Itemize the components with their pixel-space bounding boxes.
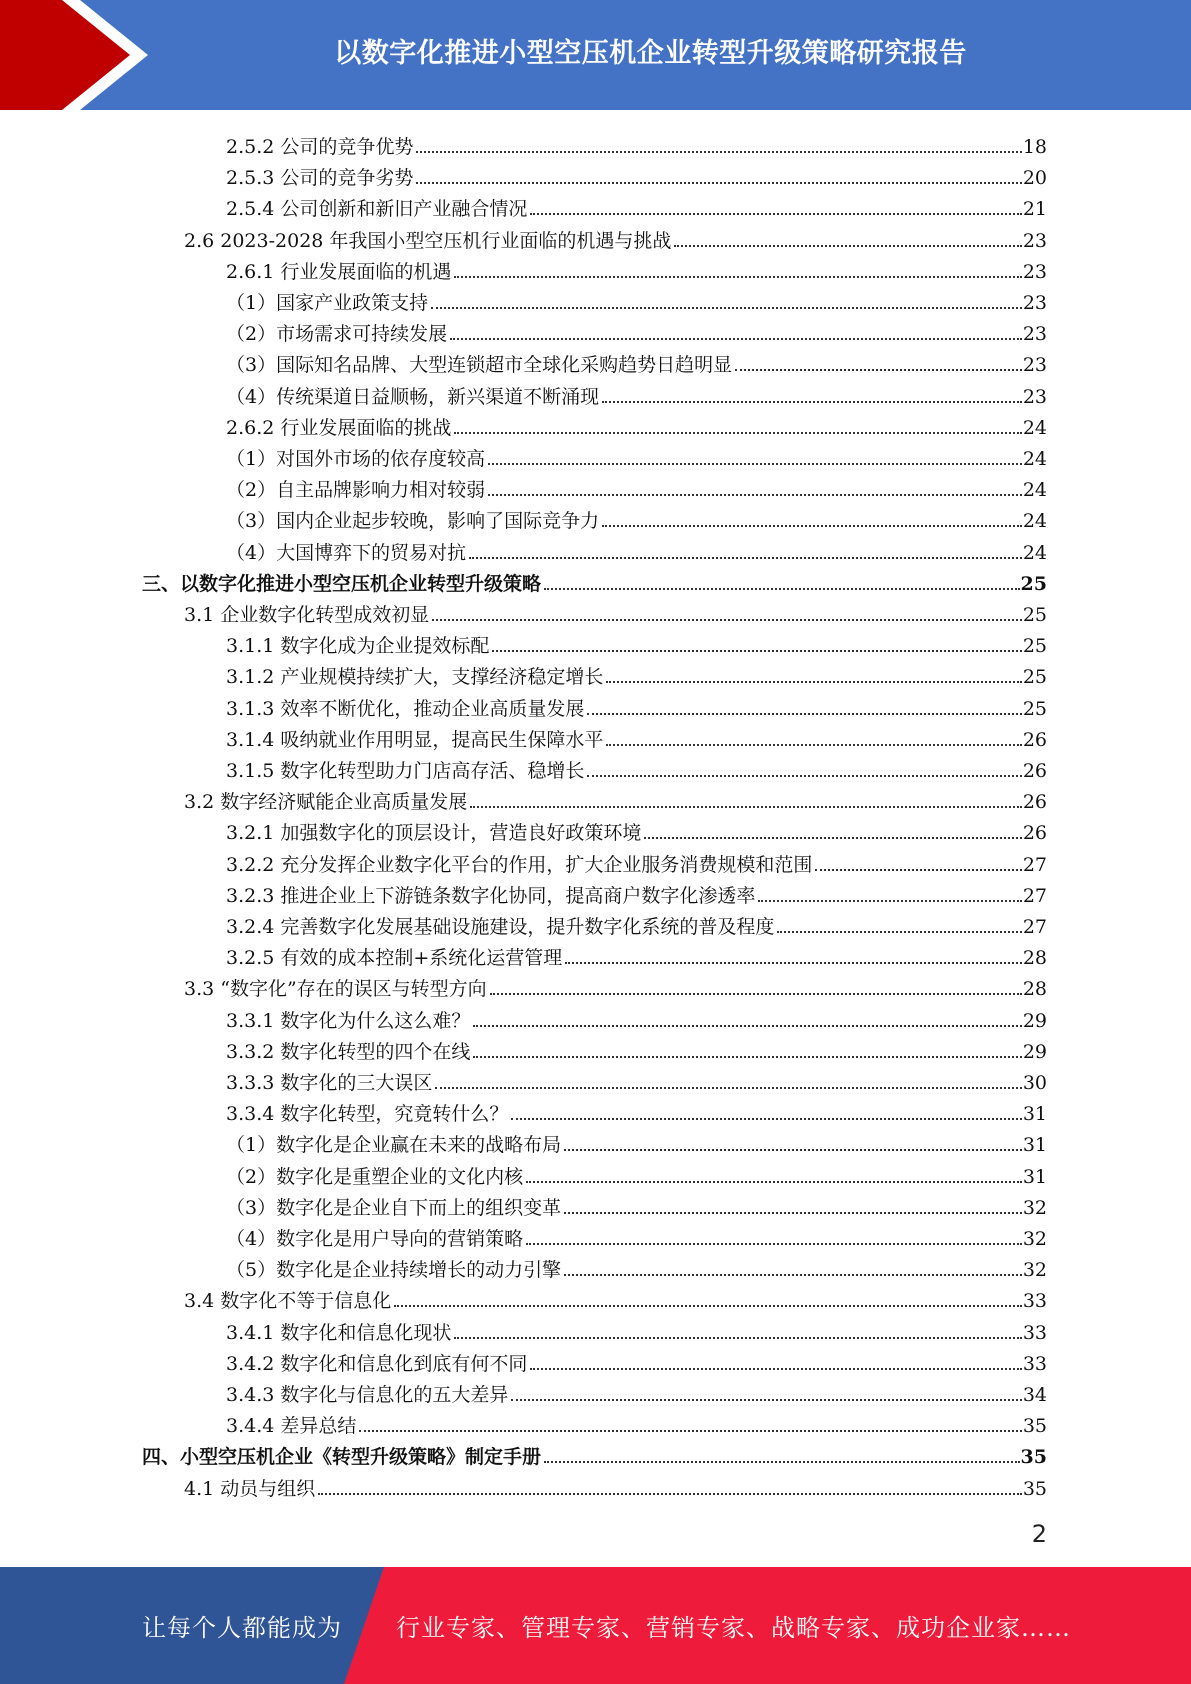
toc-entry-label: 3.1.5 数字化转型助力门店高存活、稳增长: [226, 760, 585, 782]
toc-entry[interactable]: [226, 751, 1047, 782]
toc-entry[interactable]: [226, 845, 1047, 876]
toc-dot-leader: [450, 338, 1022, 340]
toc-entry-page: 27: [1022, 853, 1047, 876]
toc-entry[interactable]: [226, 127, 1047, 158]
toc-entry-page: 23: [1022, 323, 1047, 346]
toc-dot-leader: [394, 1305, 1022, 1307]
toc-entry-page: 23: [1022, 229, 1047, 252]
toc-entry-page: 27: [1022, 884, 1047, 907]
toc-entry-label: 2.5.2 公司的竞争优势: [226, 136, 414, 158]
toc-entry-page: 23: [1022, 385, 1047, 408]
toc-entry[interactable]: [226, 876, 1047, 907]
toc-entry-label: （5）数字化是企业持续增长的动力引擎: [226, 1259, 562, 1282]
toc-entry[interactable]: [142, 564, 1047, 595]
toc-entry[interactable]: [226, 501, 1047, 532]
toc-entry-page: 26: [1022, 728, 1047, 751]
toc-entry[interactable]: [226, 938, 1047, 969]
toc-entry-label: （3）数字化是企业自下而上的组织变革: [226, 1196, 562, 1219]
toc-entry-page: 27: [1022, 916, 1047, 938]
toc-entry-page: 31: [1022, 1134, 1047, 1157]
toc-entry-label: （4）数字化是用户导向的营销策略: [226, 1228, 524, 1250]
toc-entry-page: 24: [1022, 510, 1047, 533]
toc-entry-label: 3.2 数字经济赋能企业高质量发展: [184, 791, 468, 814]
toc-entry[interactable]: [226, 377, 1047, 408]
toc-dot-leader: [544, 588, 1020, 590]
toc-entry-label: 3.2.3 推进企业上下游链条数字化协同，提高商户数字化渗透率: [226, 884, 756, 907]
toc-entry-page: 24: [1022, 416, 1047, 439]
toc-dot-leader: [454, 276, 1021, 278]
toc-entry-label: （2）自主品牌影响力相对较弱: [226, 479, 486, 502]
header-title: 以数字化推进小型空压机企业转型升级策略研究报告: [334, 37, 967, 69]
toc-entry-page: 24: [1022, 448, 1047, 470]
toc-entry-page: 35: [1022, 1477, 1047, 1500]
toc-entry-label: 2.5.4 公司创新和新旧产业融合情况: [226, 198, 528, 221]
toc-dot-leader: [469, 557, 1022, 559]
toc-dot-leader: [470, 806, 1022, 808]
toc-entry-label: 3.1.3 效率不断优化，推动企业高质量发展: [226, 697, 585, 720]
toc-entry-label: 3.1 企业数字化转型成效初显: [184, 604, 430, 626]
toc-dot-leader: [564, 1149, 1022, 1151]
toc-entry-page: 25: [1022, 635, 1047, 658]
toc-dot-leader: [490, 993, 1022, 995]
toc-entry-label: 3.4.1 数字化和信息化现状: [226, 1321, 452, 1344]
toc-entry-label: 3.1.4 吸纳就业作用明显，提高民生保障水平: [226, 728, 604, 751]
toc-entry[interactable]: [226, 189, 1047, 220]
toc-dot-leader: [644, 837, 1021, 839]
toc-dot-leader: [674, 245, 1021, 247]
toc-dot-leader: [606, 681, 1021, 683]
toc-dot-leader: [435, 1087, 1021, 1089]
toc-entry-label: 3.4 数字化不等于信息化: [184, 1290, 392, 1313]
toc-entry-label: 3.4.4 差异总结: [226, 1415, 357, 1438]
toc-entry-page: 28: [1022, 947, 1047, 970]
toc-dot-leader: [488, 494, 1022, 496]
toc-entry-label: （1）对国外市场的依存度较高: [226, 448, 486, 470]
toc-entry-page: 25: [1020, 572, 1047, 595]
toc-entry[interactable]: [226, 1375, 1047, 1406]
toc-entry-page: 29: [1022, 1009, 1047, 1032]
toc-entry-page: 32: [1022, 1228, 1047, 1250]
toc-entry-page: 25: [1022, 697, 1047, 720]
toc-entry-label: 3.2.2 充分发挥企业数字化平台的作用，扩大企业服务消费规模和范围: [226, 853, 813, 876]
toc-entry-page: 25: [1022, 604, 1047, 626]
toc-entry[interactable]: [226, 283, 1047, 314]
toc-entry[interactable]: [226, 1188, 1047, 1219]
toc-entry[interactable]: [226, 1157, 1047, 1188]
toc-dot-leader: [530, 1368, 1021, 1370]
toc-entry-page: 23: [1022, 354, 1047, 377]
toc-entry-page: 23: [1022, 292, 1047, 314]
toc-entry-page: 28: [1022, 978, 1047, 1001]
toc-entry-page: 24: [1022, 479, 1047, 502]
toc-entry-page: 35: [1020, 1446, 1047, 1469]
footer-slogan-right: 行业专家、管理专家、营销专家、战略专家、成功企业家……: [396, 1614, 1071, 1642]
toc-entry[interactable]: [226, 720, 1047, 751]
toc-entry-label: 3.4.3 数字化与信息化的五大差异: [226, 1384, 509, 1406]
toc-entry-label: 三、以数字化推进小型空压机企业转型升级策略: [142, 572, 542, 595]
toc-entry[interactable]: [226, 1406, 1047, 1437]
toc-entry-page: 24: [1022, 541, 1047, 564]
toc-entry-page: 32: [1022, 1196, 1047, 1219]
toc-entry-page: 18: [1022, 136, 1047, 158]
toc-entry-page: 20: [1022, 167, 1047, 190]
toc-entry-label: 3.3.1 数字化为什么这么难？: [226, 1009, 471, 1032]
toc-entry-label: 3.3 “数字化”存在的误区与转型方向: [184, 978, 487, 1001]
toc-entry-label: 2.6.1 行业发展面临的机遇: [226, 260, 452, 283]
toc-dot-leader: [473, 1056, 1021, 1058]
page-footer: [0, 1567, 1191, 1684]
toc-entry-page: 30: [1022, 1072, 1047, 1094]
toc-dot-leader: [416, 182, 1021, 184]
toc-entry-label: 3.4.2 数字化和信息化到底有何不同: [226, 1352, 528, 1375]
toc-entry-label: 2.6 2023-2028 年我国小型空压机行业面临的机遇与挑战: [184, 229, 672, 252]
toc-dot-leader: [565, 962, 1022, 964]
toc-entry[interactable]: [226, 1250, 1047, 1281]
toc-entry-label: 3.3.4 数字化转型，究竟转什么？: [226, 1103, 509, 1126]
toc-entry[interactable]: [184, 1281, 1047, 1312]
toc-entry-page: 32: [1022, 1259, 1047, 1282]
toc-dot-leader: [735, 369, 1022, 371]
toc-entry-label: 3.3.2 数字化转型的四个在线: [226, 1040, 471, 1063]
toc-entry[interactable]: [226, 1344, 1047, 1375]
toc-dot-leader: [544, 1461, 1020, 1463]
toc-entry-page: 26: [1022, 760, 1047, 782]
toc-entry-page: 26: [1022, 822, 1047, 845]
toc-entry[interactable]: [226, 907, 1047, 938]
toc-dot-leader: [564, 1212, 1022, 1214]
page-number: 2: [1031, 1520, 1047, 1548]
toc-dot-leader: [587, 775, 1021, 777]
toc-entry-page: 34: [1022, 1384, 1047, 1406]
toc-entry-label: （1）国家产业政策支持: [226, 292, 429, 314]
toc-entry[interactable]: [184, 969, 1047, 1000]
toc-entry[interactable]: [226, 1094, 1047, 1125]
toc-entry[interactable]: [226, 252, 1047, 283]
toc-dot-leader: [473, 1025, 1021, 1027]
toc-dot-leader: [416, 151, 1021, 153]
toc-dot-leader: [492, 650, 1021, 652]
toc-entry[interactable]: [184, 1469, 1047, 1500]
toc-entry-page: 33: [1022, 1290, 1047, 1313]
toc-dot-leader: [454, 432, 1021, 434]
toc-entry[interactable]: [226, 657, 1047, 688]
toc-entry-page: 23: [1022, 260, 1047, 283]
toc-entry[interactable]: [226, 626, 1047, 657]
toc-entry-label: （1）数字化是企业赢在未来的战略布局: [226, 1134, 562, 1157]
toc-entry[interactable]: [226, 1313, 1047, 1344]
toc-entry-label: 3.3.3 数字化的三大误区: [226, 1072, 433, 1094]
toc-entry-label: 3.2.5 有效的成本控制+系统化运营管理: [226, 947, 563, 970]
toc-dot-leader: [318, 1493, 1022, 1495]
toc-entry[interactable]: [226, 1032, 1047, 1063]
toc-entry-page: 31: [1022, 1103, 1047, 1126]
toc-entry-label: 3.1.1 数字化成为企业提效标配: [226, 635, 490, 658]
toc-entry-label: 4.1 动员与组织: [184, 1477, 316, 1500]
toc-dot-leader: [602, 525, 1022, 527]
toc-dot-leader: [431, 307, 1022, 309]
toc-dot-leader: [488, 463, 1022, 465]
toc-dot-leader: [454, 1337, 1021, 1339]
toc-dot-leader: [777, 931, 1021, 933]
toc-entry-label: （4）传统渠道日益顺畅，新兴渠道不断涌现: [226, 385, 600, 408]
toc-dot-leader: [526, 1181, 1022, 1183]
toc-entry-label: 2.5.3 公司的竞争劣势: [226, 167, 414, 190]
toc-entry-page: 35: [1022, 1415, 1047, 1438]
toc-entry[interactable]: [184, 221, 1047, 252]
toc-entry[interactable]: [226, 408, 1047, 439]
toc-entry[interactable]: [184, 782, 1047, 813]
toc-entry-page: 33: [1022, 1352, 1047, 1375]
toc-entry[interactable]: [226, 1219, 1047, 1250]
toc-entry-page: 33: [1022, 1321, 1047, 1344]
toc-entry[interactable]: [226, 533, 1047, 564]
toc-entry[interactable]: [226, 813, 1047, 844]
toc-entry[interactable]: [142, 1437, 1047, 1468]
toc-entry[interactable]: [226, 439, 1047, 470]
toc-entry[interactable]: [184, 595, 1047, 626]
toc-dot-leader: [815, 869, 1021, 871]
toc-entry-label: 四、小型空压机企业《转型升级策略》制定手册: [142, 1446, 542, 1469]
toc-entry-page: 31: [1022, 1165, 1047, 1188]
toc-entry-label: 3.2.1 加强数字化的顶层设计，营造良好政策环境: [226, 822, 642, 845]
toc-entry-label: （3）国际知名品牌、大型连锁超市全球化采购趋势日趋明显: [226, 354, 733, 377]
toc-dot-leader: [587, 713, 1021, 715]
toc-entry-page: 26: [1022, 791, 1047, 814]
toc-dot-leader: [530, 213, 1021, 215]
footer-slogan-left: 让每个人都能成为: [142, 1614, 342, 1642]
toc-entry-label: （2）市场需求可持续发展: [226, 323, 448, 346]
toc-entry[interactable]: [226, 1125, 1047, 1156]
toc-dot-leader: [564, 1274, 1022, 1276]
toc-entry-page: 25: [1022, 666, 1047, 689]
toc-entry-page: 29: [1022, 1040, 1047, 1063]
toc-entry[interactable]: [226, 1001, 1047, 1032]
toc-dot-leader: [602, 401, 1022, 403]
toc-entry-label: （2）数字化是重塑企业的文化内核: [226, 1165, 524, 1188]
toc-dot-leader: [511, 1118, 1021, 1120]
toc-entry[interactable]: [226, 689, 1047, 720]
toc-dot-leader: [606, 744, 1021, 746]
toc-entry-label: 3.2.4 完善数字化发展基础设施建设，提升数字化系统的普及程度: [226, 916, 775, 938]
toc-entry-label: 2.6.2 行业发展面临的挑战: [226, 416, 452, 439]
toc-dot-leader: [432, 619, 1022, 621]
toc-entry[interactable]: [226, 1063, 1047, 1094]
page-header: [0, 0, 1191, 110]
toc-dot-leader: [758, 900, 1021, 902]
toc-entry[interactable]: [226, 470, 1047, 501]
toc-entry[interactable]: [226, 345, 1047, 376]
toc-entry-label: （3）国内企业起步较晚，影响了国际竞争力: [226, 510, 600, 533]
toc-dot-leader: [526, 1243, 1022, 1245]
toc-entry-page: 21: [1022, 198, 1047, 221]
toc-dot-leader: [359, 1430, 1021, 1432]
toc-entry[interactable]: [226, 158, 1047, 189]
toc-entry[interactable]: [226, 314, 1047, 345]
toc-entry-label: （4）大国博弈下的贸易对抗: [226, 541, 467, 564]
toc-dot-leader: [511, 1399, 1021, 1401]
toc-entry-label: 3.1.2 产业规模持续扩大，支撑经济稳定增长: [226, 666, 604, 689]
